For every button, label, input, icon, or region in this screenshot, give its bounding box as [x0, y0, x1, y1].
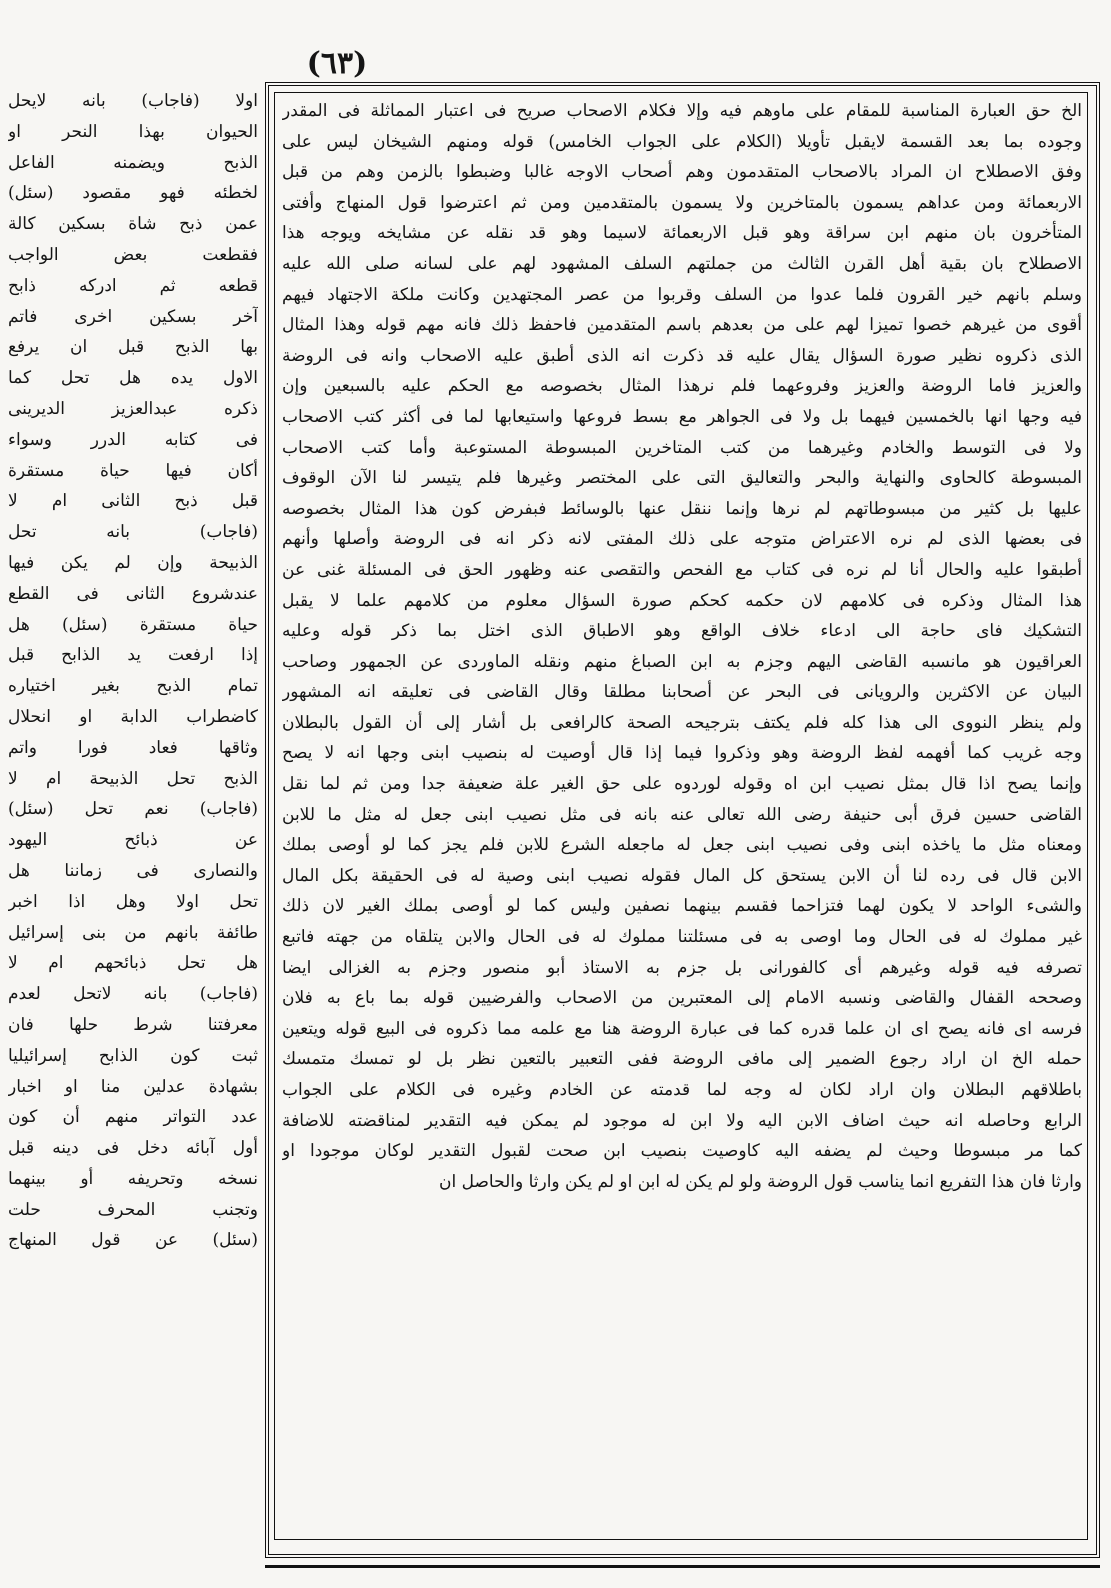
margin-text-line: ثبت كون الذابح إسرائيليا: [8, 1045, 258, 1066]
main-text-line: أطبقوا عليه والحال أنا لم نره فى كتاب مع الفحص والتقصى عنه وظهور الحق فى المسئلة غنى عن: [282, 559, 1082, 580]
margin-text-line: عمن ذبح شاة بسكين كالة: [8, 214, 258, 235]
main-text-line: المبسوطة كالحاوى والنهاية والبحر والتعاليق التى على المختصر وغيرها فلم يتيسر لنا الآن الوقوف: [282, 468, 1082, 489]
margin-text-line: حياة مستقرة (سئل) هل: [8, 614, 258, 635]
main-text-line: البيان عن الاكثرين والرويانى فى البحر عن أصحابنا مطلقا وقال القاضى فى تعليقه انه المشهور: [282, 682, 1082, 703]
margin-text-line: آخر بسكين اخرى فاتم: [8, 306, 258, 327]
margin-text-line: الذبح تحل الذبيحة ام لا: [8, 768, 258, 789]
main-text-line: وجوده بما بعد القسمة لايقبل تأويلا (الكلام على الجواب الخامس) قوله ومنهم الشيخان ليس على: [282, 131, 1082, 152]
margin-text-line: فقطعت بعض الواجب: [8, 244, 258, 265]
main-text-line: أقوى من غيرهم خصوا تميزا لهم على من بعدهم باسم المتقدمين فاحفظ ذلك فانه مهم قوله وهذا المثال: [282, 315, 1082, 336]
margin-text-line: عندشروع الثانى فى القطع: [8, 583, 258, 604]
margin-text-line: بشهادة عدلين منا او اخبار: [8, 1076, 258, 1097]
margin-text-line: فى كتابه الدرر وسواء: [8, 429, 258, 450]
main-text-line: ومعناه مثل ما ياخذه ابنى وفى نصيب ابنى جعل له ماجعله الشرع للابن فلم يجز كما لو أوصى بملك: [282, 835, 1082, 856]
main-text-line: وجه غريب كما أفهمه لفظ الروضة وهو وذكروا فيما إذا قال أوصيت له بنصيب ابنى وجها انه لا يصح: [282, 743, 1082, 764]
margin-text-line: وثاقها فعاد فورا واتم: [8, 737, 258, 758]
margin-text-line: (فاجاب) بانه لاتحل لعدم: [8, 984, 258, 1005]
margin-text-line: ذكره عبدالعزيز الديرينى: [8, 398, 258, 419]
margin-text-line: نسخه وتحريفه أو بينهما: [8, 1168, 258, 1189]
main-text-line: الذى ذكروه نظير صورة السؤال يقال عليه قد ذكرت انه الذى أطبق عليه الاصحاب وانه فى الروضة: [282, 345, 1082, 366]
margin-text-line: الاول يده هل تحل كما: [8, 368, 258, 389]
main-text-line: الابن قال فى رده لنا أن الابن يستحق كل المال فقوله نصيب ابنى وصية له فى الحقيقة بكل المال: [282, 865, 1082, 886]
margin-text-line: أول آبائه دخل فى دينه قبل: [8, 1138, 258, 1159]
margin-text-line: إذا ارفعت يد الذابح قبل: [8, 645, 258, 666]
margin-text-line: عن ذبائح اليهود: [8, 830, 258, 851]
margin-text-line: الذبح ويضمنه الفاعل: [8, 152, 258, 173]
main-text-line: هذا المثال وذكره فى كلامهم لان حكمه كحكم صورة السؤال معلوم من كلامهم علما لا يقبل: [282, 590, 1082, 611]
main-text-line: فى بعضها الذى لم نره الاعتراض متوجه على ذلك المفتى لانه ذكر انه فى الروضة وأصلها وأنهم: [282, 529, 1082, 550]
main-text-line: عليها بل كثير من مبسوطاتهم لم نرها وإنما ننقل عنها بالوسائط فبفرض كون هذا المثال بخصوصه: [282, 498, 1082, 519]
margin-text-line: (فاجاب) بانه تحل: [8, 522, 258, 543]
main-text-line: غير مملوك له فى الحال وما اوصى به فى مسئلتنا مملوك له فى الحال والابن يتلقاه من جهته فاتبع: [282, 927, 1082, 948]
main-text-line: وسلم بانهم خير القرون فلما عدوا من السلف وقربوا من عصر المجتهدين وكانت ملكة الاجتهاد فيهم: [282, 284, 1082, 305]
margin-text-line: وتجنب المحرف حلت: [8, 1199, 258, 1220]
margin-text-line: معرفتنا شرط حلها فان: [8, 1014, 258, 1035]
margin-text-line: الحيوان بهذا النحر او: [8, 121, 258, 142]
margin-text-line: طائفة بانهم من بنى إسرائيل: [8, 922, 258, 943]
main-text-line: القاضى حسين فرق أبى حنيفة رضى الله تعالى عنه بانه فى مثل نصيب ابنى جعل له مثل ما للابن: [282, 804, 1082, 825]
margin-text-line: هل تحل ذبائحهم ام لا: [8, 953, 258, 974]
main-text-line: تصرفه فيه قوله وغيرهم أى كالفورانى بل جزم به الاستاذ أبو منصور وجزم به الغزالى ايضا: [282, 957, 1082, 978]
margin-text-line: عدد التواتر منهم أن كون: [8, 1107, 258, 1128]
margin-text-line: (سئل) عن قول المنهاج: [8, 1230, 258, 1251]
main-text-line: العراقيون هو مانسبه القاضى اليهم وجزم به ابن الصباغ منهم ونقله الماوردى عن الجمهور وصاحب: [282, 651, 1082, 672]
main-text-line: المتأخرون بان منهم ابن سراقة وهو قبل الاربعمائة لاسيما وهو قد نقله عن مشايخه ويوجه هذا: [282, 223, 1082, 244]
margin-text-line: كاضطراب الدابة او انحلال: [8, 706, 258, 727]
margin-text-line: بها الذبح قبل ان يرفع: [8, 337, 258, 358]
main-text-line: وصححه القفال والقاضى ونسبه الامام إلى المعتبرين من الاصحاب والفرضيين قوله بما باع به فلان: [282, 988, 1082, 1009]
margin-text-line: قبل ذبح الثانى ام لا: [8, 491, 258, 512]
margin-text-line: أكان فيها حياة مستقرة: [8, 460, 258, 481]
main-text-line: الاربعمائة ومن عداهم يسمون بالمتاخرين ولا يسمون بالمتقدمين ومن ثم اعترضوا قول المنهاج وأفتى: [282, 192, 1082, 213]
margin-text-line: الذبيحة وإن لم يكن فيها: [8, 552, 258, 573]
main-text-line: وإنما يصح اذا قال بمثل نصيب ابن اه وقوله لوردوه على حق الغير علة ضعيفة جدا ومن ثم لما نقل: [282, 774, 1082, 795]
bottom-rule: [265, 1565, 1100, 1568]
page-number: (٦٣): [306, 46, 368, 81]
main-text-line: فيه وجها انها بالخمسين فيهما بل ولا فى الجواهر مع بسط فروعها واستيعابها لما فى أكثر كتب الاصحاب: [282, 406, 1082, 427]
margin-text-line: قطعه ثم ادركه ذابح: [8, 275, 258, 296]
main-text-block: [282, 96, 1082, 1536]
margin-text-line: لخطئه فهو مقصود (سئل): [8, 183, 258, 204]
main-text-line: كما مر مبسوطا وحيث لم يضفه اليه كاوصيت بنصيب ابن صحت لقبول التقدير لوكان موجودا او: [282, 1141, 1082, 1162]
main-text-line: وفق الاصطلاح ان المراد بالاصحاب المتقدمون وهم أصحاب الاوجه غالبا وضبطوا بالزمن وهم من قبل: [282, 162, 1082, 183]
margin-text-line: تحل اولا وهل اذا اخبر: [8, 891, 258, 912]
main-text-line: ولا فى التوسط والخادم وغيرهما من كتب المتاخرين المبسوطة المستوعبة وأما كتب الاصحاب: [282, 437, 1082, 458]
margin-text-line: (فاجاب) نعم تحل (سئل): [8, 799, 258, 820]
main-text-line: فرسه اى فانه يصح اى ان علما قدره كما فى عبارة الروضة هنا مع علمه مما ذكروه فى البيع قوله ويتعين: [282, 1018, 1082, 1039]
main-text-line: ولم ينظر النووى الى هذا كله فلم يكتف بترجيحه الصحة كالرافعى بل أشار إلى أن القول بالبطلان: [282, 712, 1082, 733]
main-text-line: حمله الخ ان اراد رجوع الضمير إلى مافى الروضة ففى التعبير بالتعين نظر بل لو تمسك متمسك: [282, 1049, 1082, 1070]
margin-text-line: اولا (فاجاب) بانه لايحل: [8, 91, 258, 111]
main-text-line: التشكيك فاى حاجة الى ادعاء خلاف الواقع وهو الاطباق الذى اختل بما ذكر قوله وعليه: [282, 621, 1082, 642]
main-text-line: والعزيز فاما الروضة والعزيز وفروعهما فلم نرهذا المثال بخصوصه مع الحكم عليه بالسبعين وإن: [282, 376, 1082, 397]
main-text-line: والشىء الواحد لا يكون لهما فتزاحما فقسم بينهما نصفين وليس كما لو أوصى بملك الغير لان ذلك: [282, 896, 1082, 917]
main-text-line: وارثا فان هذا التفريع انما يناسب قول الروضة ولو لم يكن له ابن او لم يكن وارثا والحاصل ان: [439, 1171, 1082, 1192]
main-text-line: الخ حق العبارة المناسبة للمقام على ماوهم فيه وإلا فكلام الاصحاب صريح فى اعتبار المماثلة فى المقدر: [282, 101, 1082, 121]
main-text-line: الاصطلاح بان بقية أهل القرن الثالث من جملتهم السلف المشهود لهم على لسانه صلى الله عليه: [282, 253, 1082, 274]
margin-text-line: والنصارى فى زماننا هل: [8, 860, 258, 881]
main-text-line: الرابع وحاصله انه حيث اضاف الابن اليه ولا ابن له موجود لم يمكن فيه التقدير لمناقضته للاضافة: [282, 1110, 1082, 1131]
margin-text-line: تمام الذبح بغير اختياره: [8, 676, 258, 697]
margin-text-column: [8, 86, 258, 1566]
main-text-line: باطلاقهم البطلان وان اراد لكان له وجه لما قدمته عن الخادم وغيره فى الكلام على الجواب: [282, 1080, 1082, 1100]
